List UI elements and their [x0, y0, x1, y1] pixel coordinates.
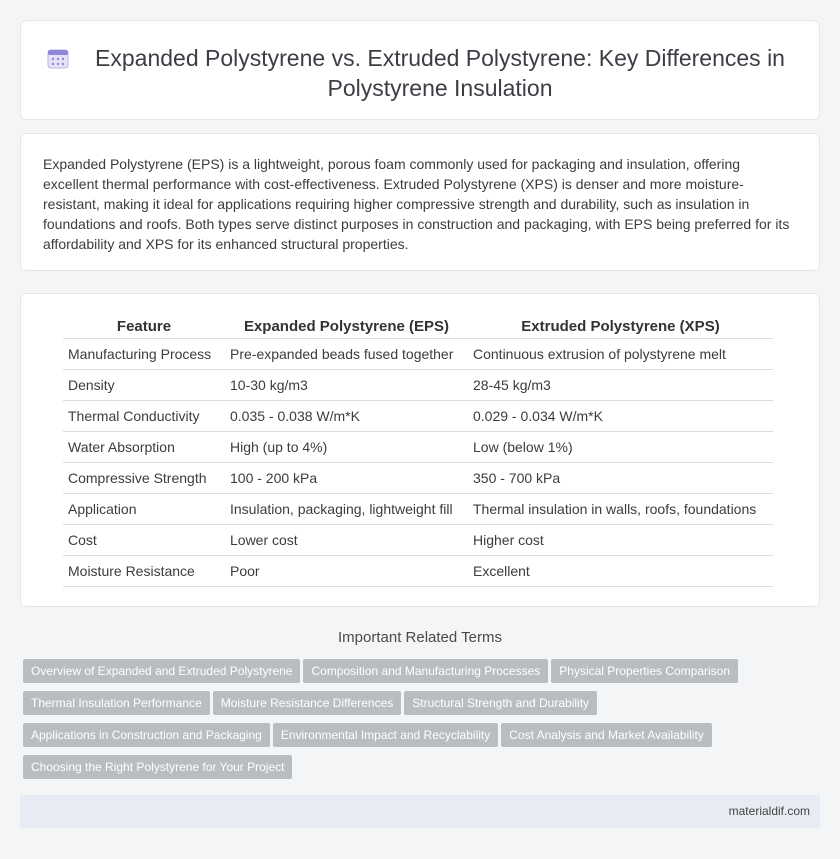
column-header-eps: Expanded Polystyrene (EPS)	[225, 316, 468, 338]
feature-cell: Thermal Conductivity	[63, 400, 225, 431]
table-row	[63, 493, 773, 524]
related-term-tag[interactable]: Moisture Resistance Differences	[213, 691, 402, 715]
eps-cell: Lower cost	[225, 524, 468, 555]
related-term-tag[interactable]: Physical Properties Comparison	[551, 659, 738, 683]
page-title: Expanded Polystyrene vs. Extruded Polystyrene: Key Differences in Polystyrene Insulation	[95, 45, 785, 101]
table-header-row	[63, 316, 773, 338]
feature-cell: Cost	[63, 524, 225, 555]
related-terms-heading: Important Related Terms	[338, 629, 502, 646]
feature-cell: Moisture Resistance	[63, 555, 225, 586]
related-terms-list	[23, 659, 803, 787]
xps-cell: 350 - 700 kPa	[468, 462, 773, 493]
eps-cell: Insulation, packaging, lightweight fill	[225, 493, 468, 524]
xps-cell: 0.029 - 0.034 W/m*K	[468, 400, 773, 431]
header-card	[20, 20, 820, 120]
xps-cell: Continuous extrusion of polystyrene melt	[468, 338, 773, 369]
footer	[20, 795, 820, 828]
xps-cell: 28-45 kg/m3	[468, 369, 773, 400]
eps-cell: Pre-expanded beads fused together	[225, 338, 468, 369]
xps-cell: Thermal insulation in walls, roofs, foundations	[468, 493, 773, 524]
feature-cell: Water Absorption	[63, 431, 225, 462]
comparison-table	[63, 316, 773, 587]
related-term-tag[interactable]: Environmental Impact and Recyclability	[273, 723, 498, 747]
related-term-tag[interactable]: Applications in Construction and Packaging	[23, 723, 270, 747]
intro-card	[20, 133, 820, 271]
related-term-tag[interactable]: Composition and Manufacturing Processes	[303, 659, 548, 683]
table-row	[63, 462, 773, 493]
eps-cell: 100 - 200 kPa	[225, 462, 468, 493]
intro-paragraph: Expanded Polystyrene (EPS) is a lightweight, porous foam commonly used for packaging and insulation, offering excellent thermal performance with cost-effectiveness. Extruded Polystyrene (XPS) is denser and more moisture-resistant, making it ideal for applications requiring higher compressive strength and durability, such as insulation in foundations and roofs. Both types serve distinct purposes in construction and packaging, with EPS being preferred for its affordability and XPS for its enhanced structural properties.	[43, 156, 790, 252]
column-header-xps: Extruded Polystyrene (XPS)	[468, 316, 773, 338]
table-row	[63, 369, 773, 400]
xps-cell: Low (below 1%)	[468, 431, 773, 462]
eps-cell: 10-30 kg/m3	[225, 369, 468, 400]
xps-cell: Higher cost	[468, 524, 773, 555]
related-term-tag[interactable]: Overview of Expanded and Extruded Polystyrene	[23, 659, 300, 683]
related-term-tag[interactable]: Cost Analysis and Market Availability	[501, 723, 712, 747]
feature-cell: Compressive Strength	[63, 462, 225, 493]
feature-cell: Manufacturing Process	[63, 338, 225, 369]
related-term-tag[interactable]: Choosing the Right Polystyrene for Your Project	[23, 755, 292, 779]
xps-cell: Excellent	[468, 555, 773, 586]
eps-cell: High (up to 4%)	[225, 431, 468, 462]
eps-cell: Poor	[225, 555, 468, 586]
table-row	[63, 400, 773, 431]
related-term-tag[interactable]: Thermal Insulation Performance	[23, 691, 210, 715]
feature-cell: Application	[63, 493, 225, 524]
related-term-tag[interactable]: Structural Strength and Durability	[404, 691, 597, 715]
feature-cell: Density	[63, 369, 225, 400]
table-row	[63, 555, 773, 586]
table-row	[63, 431, 773, 462]
column-header-feature: Feature	[63, 316, 225, 338]
table-row	[63, 338, 773, 369]
footer-site-link[interactable]: materialdif.com	[728, 804, 810, 818]
comparison-card	[20, 293, 820, 607]
table-row	[63, 524, 773, 555]
eps-cell: 0.035 - 0.038 W/m*K	[225, 400, 468, 431]
